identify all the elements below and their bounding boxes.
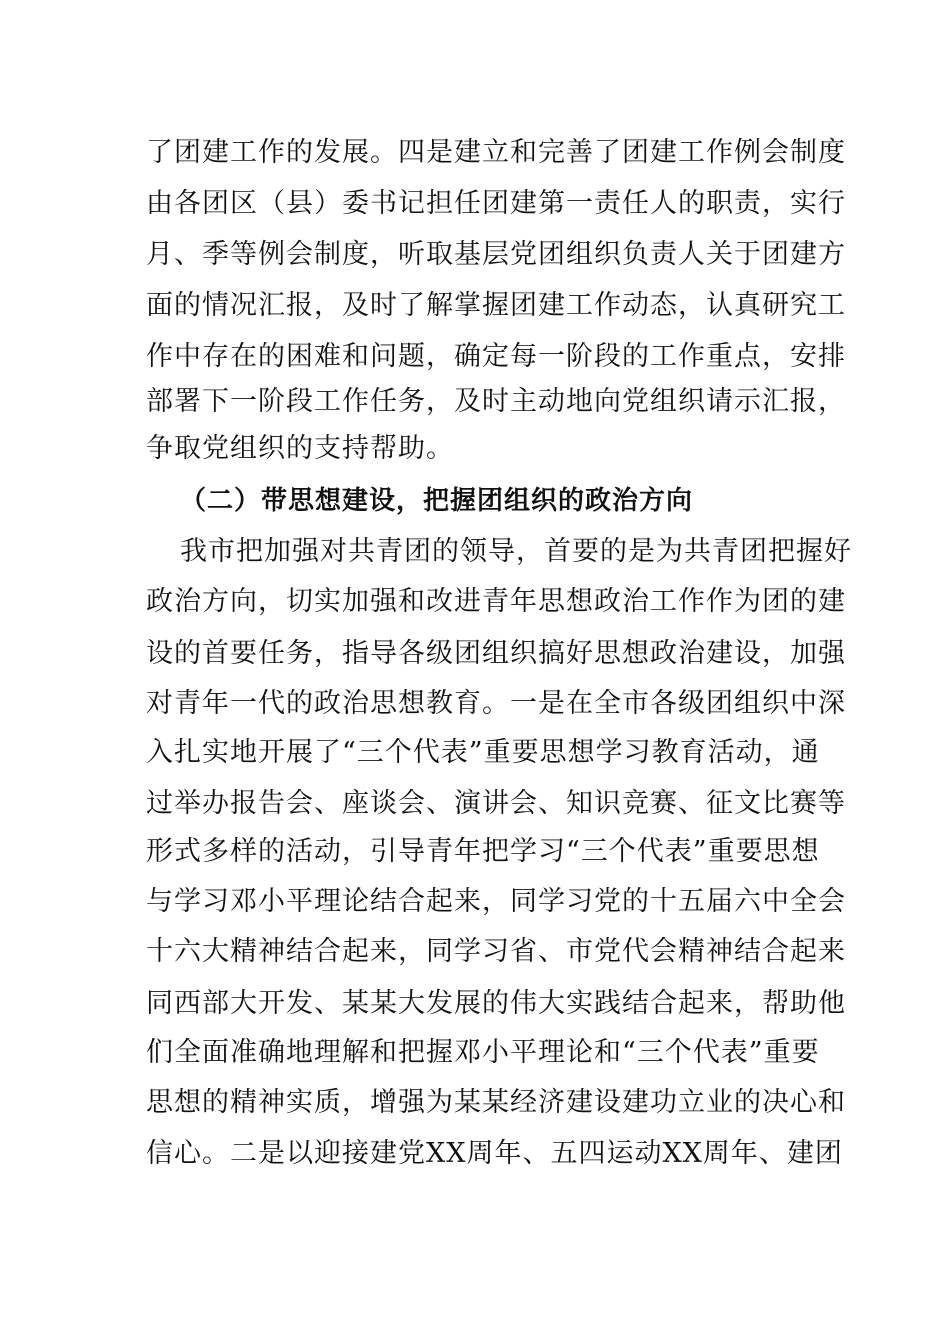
paragraph-line: 我市把加强对共青团的领导，首要的是为共青团把握好	[180, 536, 852, 567]
paragraph-line: 作中存在的困难和问题，确定每一阶段的工作重点，安排	[146, 341, 846, 372]
paragraph-line: 十六大精神结合起来，同学习省、市党代会精神结合起来	[146, 936, 846, 967]
paragraph-line: 面的情况汇报，及时了解掌握团建工作动态，认真研究工	[146, 290, 846, 321]
paragraph-line: 争取党组织的支持帮助。	[146, 433, 454, 464]
paragraph-line: 部署下一阶段工作任务，及时主动地向党组织请示汇报，	[146, 386, 846, 417]
paragraph-line: 信心。二是以迎接建党XX周年、五四运动XX周年、建团	[146, 1138, 843, 1169]
paragraph-line: 了团建工作的发展。四是建立和完善了团建工作例会制度	[146, 137, 846, 168]
paragraph-line: 与学习邓小平理论结合起来，同学习党的十五届六中全会	[146, 886, 846, 917]
paragraph-line: 月、季等例会制度，听取基层党团组织负责人关于团建方	[146, 239, 846, 270]
section-heading: （二）带思想建设，把握团组织的政治方向	[180, 486, 694, 516]
paragraph-line: 形式多样的活动，引导青年把学习“三个代表”重要思想	[146, 836, 820, 867]
paragraph-line: 设的首要任务，指导各级团组织搞好思想政治建设，加强	[146, 638, 846, 669]
paragraph-line: 入扎实地开展了“三个代表”重要思想学习教育活动，通	[146, 737, 820, 768]
paragraph-line: 过举办报告会、座谈会、演讲会、知识竞赛、征文比赛等	[146, 788, 846, 819]
paragraph-line: 同西部大开发、某某大发展的伟大实践结合起来，帮助他	[146, 988, 846, 1019]
paragraph-line: 对青年一代的政治思想教育。一是在全市各级团组织中深	[146, 688, 846, 719]
paragraph-line: 们全面准确地理解和把握邓小平理论和“三个代表”重要	[146, 1037, 820, 1068]
paragraph-line: 思想的精神实质，增强为某某经济建设建功立业的决心和	[146, 1087, 846, 1118]
paragraph-line: 政治方向，切实加强和改进青年思想政治工作作为团的建	[146, 586, 846, 617]
paragraph-line: 由各团区（县）委书记担任团建第一责任人的职责，实行	[146, 188, 846, 219]
